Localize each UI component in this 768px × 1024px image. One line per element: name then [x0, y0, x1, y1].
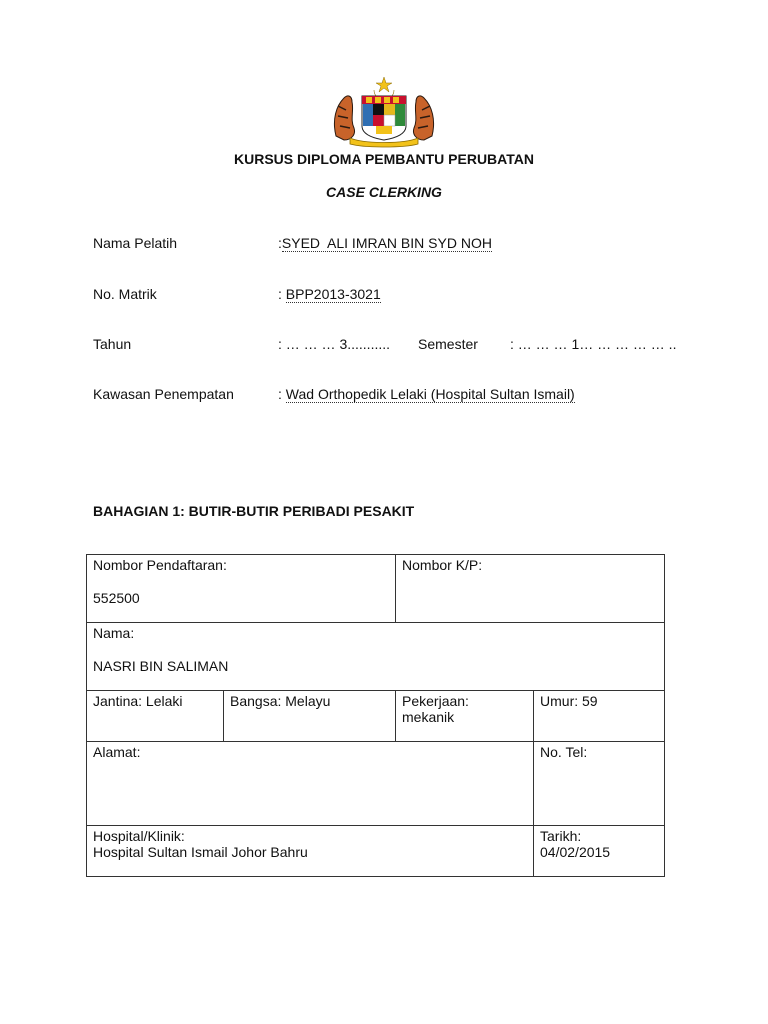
course-title: KURSUS DIPLOMA PEMBANTU PERUBATAN [234, 151, 534, 167]
occupation-label: Pekerjaan: [402, 693, 469, 709]
matric-value: BPP2013-3021 [285, 286, 381, 302]
placement-field [278, 386, 575, 402]
date-value: 04/02/2015 [540, 844, 611, 860]
placement-label: Kawasan Penempatan [93, 386, 234, 402]
patient-name-cell [87, 623, 665, 691]
gender-cell: Jantina: Lelaki [87, 691, 224, 742]
section-title: BAHAGIAN 1: BUTIR-BUTIR PERIBADI PESAKIT [93, 503, 415, 519]
patient-details-table [86, 554, 665, 877]
student-name-value: SYED ALI IMRAN BIN SYD NOH [281, 235, 492, 251]
age-cell: Umur: 59 [534, 691, 665, 742]
year-label: Tahun [93, 336, 132, 352]
colon-prefix: : [278, 386, 286, 402]
race-cell: Bangsa: Melayu [224, 691, 396, 742]
student-name-field [278, 235, 492, 251]
semester-label: Semester [418, 336, 478, 352]
registration-label: Nombor Pendaftaran: [93, 557, 227, 573]
table-row [87, 555, 665, 623]
matric-field [278, 286, 381, 302]
semester-value: : … … … 1… … … … … .. [510, 336, 677, 352]
table-row [87, 623, 665, 691]
patient-name-value: NASRI BIN SALIMAN [93, 658, 229, 674]
year-value: : … … … 3........... [278, 336, 391, 352]
placement-value: Wad Orthopedik Lelaki (Hospital Sultan Ismail) [285, 386, 575, 402]
phone-cell: No. Tel: [534, 742, 665, 826]
matric-label: No. Matrik [93, 286, 157, 302]
coat-of-arms-logo [330, 76, 438, 148]
registration-value: 552500 [93, 590, 140, 606]
registration-cell [87, 555, 396, 623]
hospital-label: Hospital/Klinik: [93, 828, 185, 844]
ic-number-cell [396, 555, 665, 623]
document-title: CASE CLERKING [326, 184, 442, 200]
ic-number-label: Nombor K/P: [402, 557, 483, 573]
table-row [87, 826, 665, 877]
patient-name-label: Nama: [93, 625, 135, 641]
table-row [87, 742, 665, 826]
occupation-value: mekanik [402, 709, 455, 725]
colon-prefix: : [278, 286, 286, 302]
student-name-label: Nama Pelatih [93, 235, 178, 251]
date-cell [534, 826, 665, 877]
occupation-cell [396, 691, 534, 742]
hospital-cell [87, 826, 534, 877]
hospital-value: Hospital Sultan Ismail Johor Bahru [93, 844, 308, 860]
table-row [87, 691, 665, 742]
address-cell: Alamat: [87, 742, 534, 826]
date-label: Tarikh: [540, 828, 582, 844]
colon-prefix: : [278, 235, 282, 251]
